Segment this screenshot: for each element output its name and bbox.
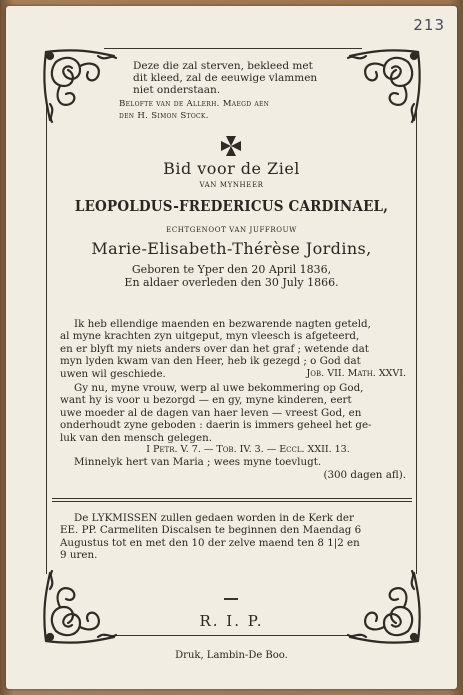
corner-ornament-top-left	[36, 42, 128, 134]
spouse-name: Marie-Elisabeth-Thérèse Jordins,	[91, 239, 372, 258]
para1-line-5: uwen wil geschiede.	[60, 367, 166, 380]
announcement-line-4: 9 uren.	[60, 549, 98, 562]
printer-imprint: Druk, Lambin-De Boo.	[175, 650, 288, 661]
announcement-line-1: De LYKMISSEN zullen gedaen worden in de Kerk der	[74, 512, 354, 524]
body-paragraph-2	[60, 382, 406, 481]
announcement-line-3: Augustus tot en met den 10 der zelve maend ten 8 1|2 en	[60, 536, 360, 549]
frame-line-top	[104, 48, 362, 49]
spouse-of-label: ECHTGENOOT VAN JUFFROUW	[166, 226, 297, 234]
quote-source-1: Belofte van de Allerh. Maegd aen	[119, 99, 270, 109]
announcement-line-2: EE. PP. Carmeliten Discalsen te beginnen den Maendag 6	[60, 524, 362, 537]
corner-ornament-bottom-left	[36, 559, 128, 651]
para2-references: I Petr. V. 7. — Tob. IV. 3. — Eccl. XXII. 13.	[146, 444, 350, 456]
archive-number: 213	[413, 16, 445, 34]
para1-line-2: al myne krachten zyn uitgeput, myn vleesch is afgeteerd,	[60, 330, 360, 343]
para2-line-5: luk van den mensch gelegen.	[60, 431, 212, 444]
para2-line-4: onderhoudt zyne geboden : daerin is immers geheel het ge-	[60, 419, 372, 432]
corner-ornament-bottom-right	[336, 559, 428, 651]
para2-line-2: want hy is voor u bezorgd — en gy, myne kinderen, eert	[60, 394, 352, 407]
invocation: Minnelyk hert van Maria ; wees myne toevlugt.	[74, 456, 322, 469]
separator-rule	[52, 498, 412, 502]
mass-announcement	[60, 512, 406, 562]
indulgence-note: (300 dagen afl).	[323, 468, 406, 481]
para2-line-3: uwe moeder al de dagen van haer leven — vreest God, en	[60, 406, 362, 419]
quote-line-3: niet onderstaan.	[133, 84, 221, 96]
para2-line-1: Gy nu, myne vrouw, werp al uwe bekommering op God,	[74, 382, 364, 394]
frame-line-bottom	[104, 635, 362, 636]
para1-line-4: myn lyden kwam van den Heer, heb ik gezegd ; o God dat	[60, 355, 361, 368]
quote-line-2: dit kleed, zal de eeuwige vlammen	[133, 72, 318, 84]
para1-line-1: Ik heb ellendige maenden en bezwarende nagten geteld,	[74, 318, 371, 330]
prayer-heading: Bid voor de Ziel	[163, 159, 300, 178]
quote-source-2: den H. Simon Stock.	[119, 111, 209, 121]
of-sir-label: VAN MYNHEER	[199, 181, 264, 189]
birth-line: Geboren te Yper den 20 April 1836,	[131, 263, 332, 276]
maltese-cross-icon	[220, 135, 242, 157]
deceased-name: LEOPOLDUS-FREDERICUS CARDINAEL,	[74, 197, 389, 215]
death-line: En aldaer overleden den 30 July 1866.	[124, 276, 339, 289]
body-paragraph-1	[60, 318, 406, 380]
rip-dash	[224, 598, 238, 600]
para1-line-3: en er blyft my niets anders over dan het graf ; wetende dat	[60, 342, 369, 355]
corner-ornament-top-right	[336, 42, 428, 134]
rip-text: R. I. P.	[199, 612, 264, 630]
quote-line-1: Deze die zal sterven, bekleed met	[133, 60, 313, 72]
para1-references: Job. VII. Math. XXVI.	[306, 367, 406, 379]
